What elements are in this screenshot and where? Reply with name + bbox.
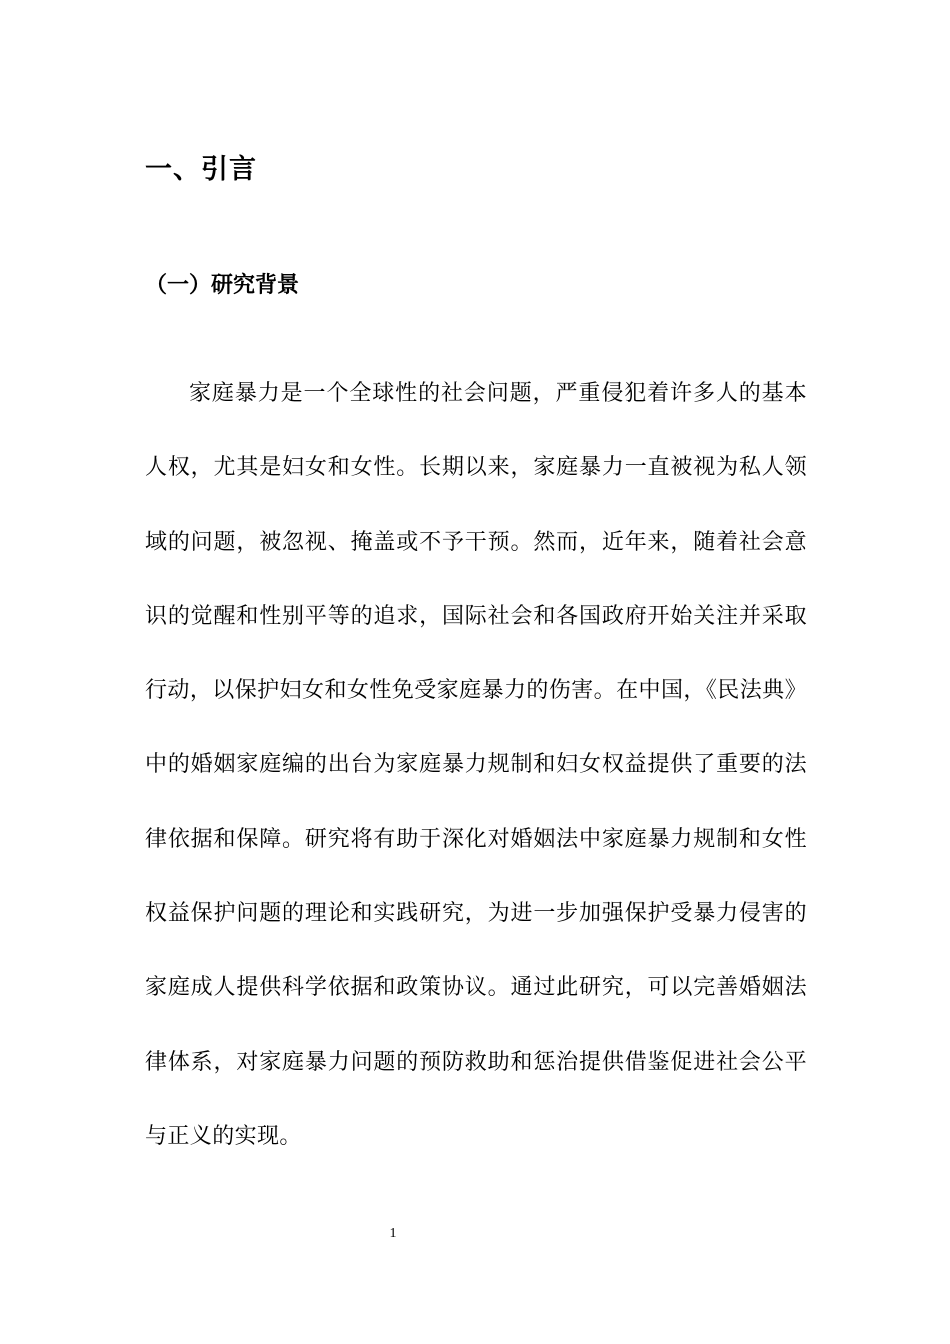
body-paragraph: 家庭暴力是一个全球性的社会问题，严重侵犯着许多人的基本人权，尤其是妇女和女性。长期以来，家庭暴力一直被视为私人领域的问题，被忽视、掩盖或不予干预。然而，近年来，随着社会意识的觉醒和性别平等的追求，国际社会和各国政府开始关注并采取行动，以保护妇女和女性免受家庭暴力的伤害。在中国，《民法典》中的婚姻家庭编的出台为家庭暴力规制和妇女权益提供了重要的法律依据和保障。研究将有助于深化对婚姻法中家庭暴力规制和女性权益保护问题的理论和实践研究，为进一步加强保护受暴力侵害的家庭成人提供科学依据和政策协议。通过此研究，可以完善婚姻法律体系，对家庭暴力问题的预防救助和惩治提供借鉴促进社会公平与正义的实现。 [145, 381, 807, 1149]
subsection-heading: （一）研究背景 [145, 273, 300, 298]
page-number: 1 [389, 1226, 397, 1241]
section-heading: 一、引言 [145, 154, 257, 185]
